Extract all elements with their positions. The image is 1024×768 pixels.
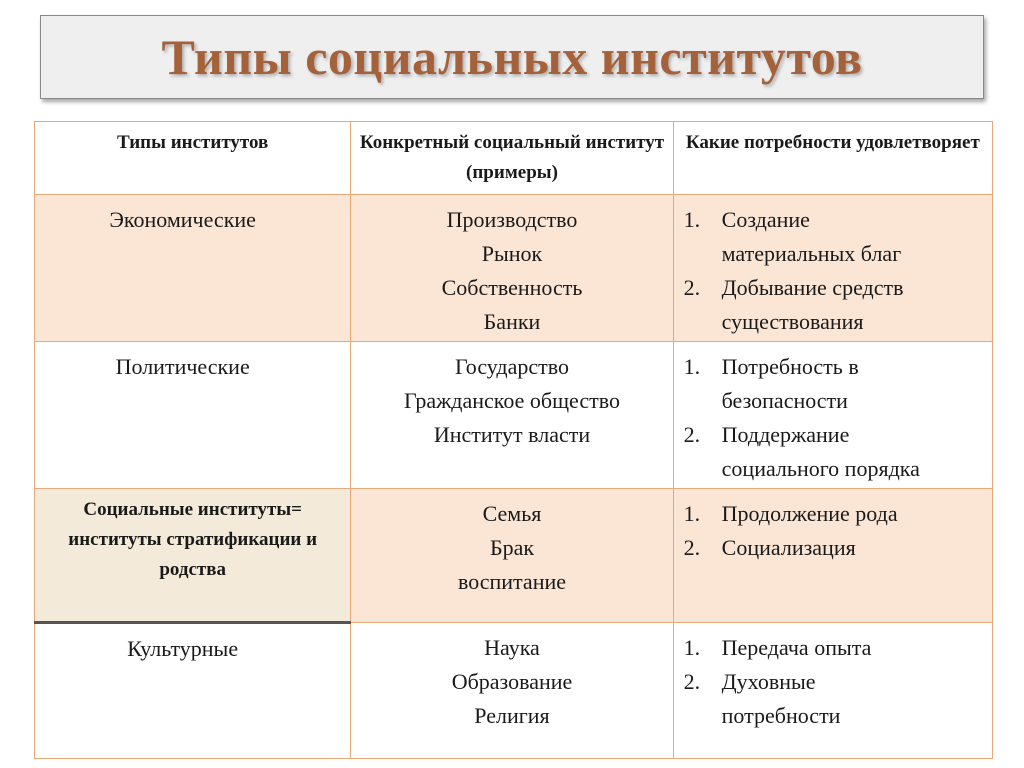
example-item: Гражданское общество bbox=[404, 388, 620, 413]
type-label: Социальные институты= институты стратификации и родства bbox=[68, 499, 318, 580]
need-text: Духовные bbox=[721, 669, 816, 694]
institutions-table bbox=[34, 121, 993, 759]
need-text: Добывание средств bbox=[721, 275, 904, 300]
example-item: Наука bbox=[484, 635, 540, 660]
example-item: Семья bbox=[482, 501, 542, 526]
page-title: Типы социальных институтов bbox=[161, 29, 863, 85]
examples-cell bbox=[351, 342, 673, 489]
need-text: потребности bbox=[721, 703, 841, 728]
need-number: 1. bbox=[683, 207, 701, 232]
example-item: Банки bbox=[483, 309, 541, 334]
type-label: Политические bbox=[115, 354, 250, 379]
example-item: Религия bbox=[474, 703, 550, 728]
title-banner bbox=[40, 15, 984, 99]
examples-cell bbox=[351, 623, 673, 759]
need-text: безопасности bbox=[721, 388, 848, 413]
needs-cell bbox=[673, 342, 992, 489]
need-number: 2. bbox=[683, 535, 701, 560]
need-text: Потребность в bbox=[721, 354, 859, 379]
need-text: существования bbox=[721, 309, 864, 334]
need-text: Продолжение рода bbox=[721, 501, 898, 526]
type-label: Культурные bbox=[127, 636, 239, 661]
example-item: Собственность bbox=[441, 275, 583, 300]
header-cell-types bbox=[35, 122, 351, 195]
needs-cell bbox=[673, 489, 992, 623]
need-text: Создание bbox=[721, 207, 810, 232]
need-number: 1. bbox=[683, 354, 701, 379]
example-item: Образование bbox=[451, 669, 573, 694]
need-text: Социализация bbox=[721, 535, 856, 560]
header-examples: Конкретный социальный институт (примеры) bbox=[359, 132, 665, 183]
examples-cell bbox=[351, 489, 673, 623]
example-item: Институт власти bbox=[433, 422, 591, 447]
need-item bbox=[684, 497, 992, 531]
need-text: материальных благ bbox=[721, 241, 902, 266]
table-header-row bbox=[35, 122, 993, 195]
need-number: 2. bbox=[683, 275, 701, 300]
need-number: 2. bbox=[683, 669, 701, 694]
examples-cell bbox=[351, 195, 673, 342]
need-item bbox=[684, 418, 992, 486]
need-item bbox=[684, 665, 992, 733]
example-item: Производство bbox=[446, 207, 578, 232]
header-needs: Какие потребности удовлетворяет bbox=[685, 132, 980, 153]
type-label: Экономические bbox=[109, 207, 256, 232]
table-row bbox=[35, 342, 993, 489]
example-item: Брак bbox=[489, 535, 535, 560]
header-cell-examples bbox=[351, 122, 673, 195]
need-item bbox=[684, 350, 992, 418]
need-item bbox=[684, 531, 992, 565]
header-types: Типы институтов bbox=[117, 132, 269, 153]
type-cell bbox=[35, 489, 351, 623]
needs-cell bbox=[673, 623, 992, 759]
type-cell bbox=[35, 195, 351, 342]
need-number: 1. bbox=[683, 635, 701, 660]
example-item: Государство bbox=[454, 354, 569, 379]
table-row bbox=[35, 195, 993, 342]
table-row bbox=[35, 489, 993, 623]
needs-cell bbox=[673, 195, 992, 342]
need-number: 2. bbox=[683, 422, 701, 447]
need-item bbox=[684, 203, 992, 271]
need-text: социального порядка bbox=[721, 456, 920, 481]
need-number: 1. bbox=[683, 501, 701, 526]
type-cell bbox=[35, 342, 351, 489]
type-cell bbox=[35, 623, 351, 759]
need-text: Передача опыта bbox=[721, 635, 872, 660]
need-item bbox=[684, 271, 992, 339]
example-item: воспитание bbox=[457, 569, 567, 594]
table-row bbox=[35, 623, 993, 759]
need-text: Поддержание bbox=[721, 422, 850, 447]
header-cell-needs bbox=[673, 122, 992, 195]
example-item: Рынок bbox=[481, 241, 543, 266]
need-item bbox=[684, 631, 992, 665]
